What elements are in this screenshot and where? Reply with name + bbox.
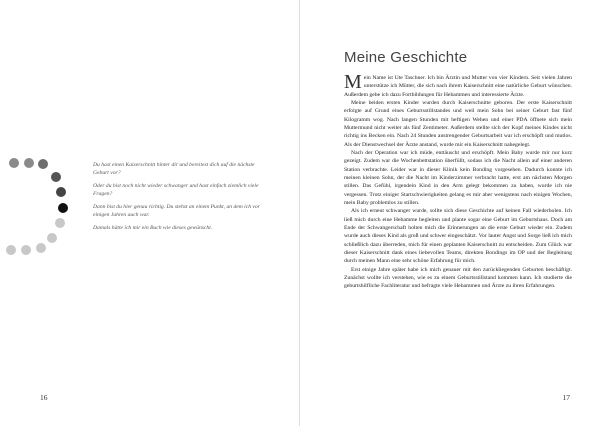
dot xyxy=(58,203,68,213)
paragraph: Erst einige Jahre später habe ich mich genauer mit den zurückliegenden Geburten beschäftigt. Zunächst wollte ich verstehen, wie es zu einem Geburtsstillstand kommen kann. Ich studierte die geburtshilfliche Fachliteratur und befragte viele Hebammen und Ärzte zu ihren Erfahrungen. xyxy=(344,266,572,290)
page-number-left: 16 xyxy=(40,393,48,402)
dot xyxy=(56,187,66,197)
dot xyxy=(21,245,31,255)
first-paragraph-text: ein Name ist Ute Taschner. Ich bin Ärztin und Mutter von vier Kindern. Seit vielen Jahren unterstütze ich Mütter, die sich nach ihrem Kaiserschnitt eine natürliche Geburt wünschen. Außerdem gebe ich dazu Fortbildungen für Hebammen und interessierte Ärzte. xyxy=(344,75,572,98)
dot xyxy=(24,158,34,168)
dot xyxy=(47,233,57,243)
quote-2: Oder du bist noch nicht wieder schwanger und hast einfach ziemlich viele Fragen? xyxy=(93,183,259,198)
dot xyxy=(38,159,48,169)
paragraph: Nach der Operation war ich müde, enttäuscht und erschöpft. Mein Baby wurde mir nur kurz gezeigt. Zudem war die Wochenbettstation überfüllt, sodass ich die Nacht allein auf einer anderen Station verbrachte. Leider war in dieser Klinik kein Bonding vorgesehen. Dadurch konnte ich meinen kleinen Sohn, der die Nacht im Kinderzimmer verbracht hatte, erst am nächsten Morgen stillen. Das Gefühl, irgendein Kind in den Arm gelegt bekommen zu haben, wurde ich nie vergessen. Trotz einiger Startschwierigkeiten gelang es mir aber wenigstens nach einigen Wochen, mein Baby problemlos zu stillen. xyxy=(344,149,572,206)
paragraph: Als ich erneut schwanger wurde, sollte sich diese Geschichte auf keinen Fall wiederholen. Ich ließ mich durch eine Hebamme begleiten und plante sogar eine Geburt im Geburtshaus. Doch am Ende der Schwangerschaft holten mich die Erinnerungen an die erste Geburt wieder ein. Zudem wurde auch dieses Kind als groß und schwer eingeschätzt. Vor lauter Angst und Sorge ließ ich mich schließlich dazu überreden, mich für einen geplanten Kaiserschnitt zu entscheiden. Zum Glück war dieser Kaiserschnitt dank eines liebevollen Teams, direkten Bondings im OP und der Begleitung durch meinen Mann eine sehr schöne Erfahrung für mich. xyxy=(344,208,572,265)
right-page xyxy=(300,0,600,426)
quote-4: Damals hätte ich mir ein Buch wie dieses gewünscht. xyxy=(93,225,213,231)
chapter-title: Meine Geschichte xyxy=(344,49,468,66)
drop-cap: M xyxy=(344,71,362,93)
dot xyxy=(51,172,61,182)
page-number-right: 17 xyxy=(562,393,570,402)
intro-quotes xyxy=(93,161,263,237)
dot xyxy=(6,245,16,255)
body-text xyxy=(344,71,572,291)
dot xyxy=(55,218,65,228)
quote-3: Dann bist du hier genau richtig. Du stehst an einem Punkt, an dem ich vor einigen Jahren auch war. xyxy=(93,204,260,219)
paragraph: Meine beiden ersten Kinder wurden durch Kaiserschnitte geboren. Der erste Kaiserschnitt erfolgte auf Grund eines Geburtsstillstandes und weil mein Sohn bei seiner Geburt fast fünf Kilogramm wog. Nach langen Stunden mit heftigen Wehen und einer PDA öffnete sich mein Muttermund nicht weiter als fünf Zentimeter. Außerdem stellte sich der Kopf meines Kindes nicht richtig ins Becken ein. Nach 24 Stunden anstrengender Geburtsarbeit war ich erschöpft und mutlos. Als der Dienstwechsel der Ärzte anstand, wurde mir ein Kaiserschnitt nahegelegt. xyxy=(344,99,572,148)
quote-1: Du hast einen Kaiserschnitt hinter dir und bereitest dich auf die nächste Geburt vor? xyxy=(93,162,255,177)
first-paragraph xyxy=(344,71,572,99)
dot xyxy=(9,158,19,168)
dot xyxy=(36,243,46,253)
